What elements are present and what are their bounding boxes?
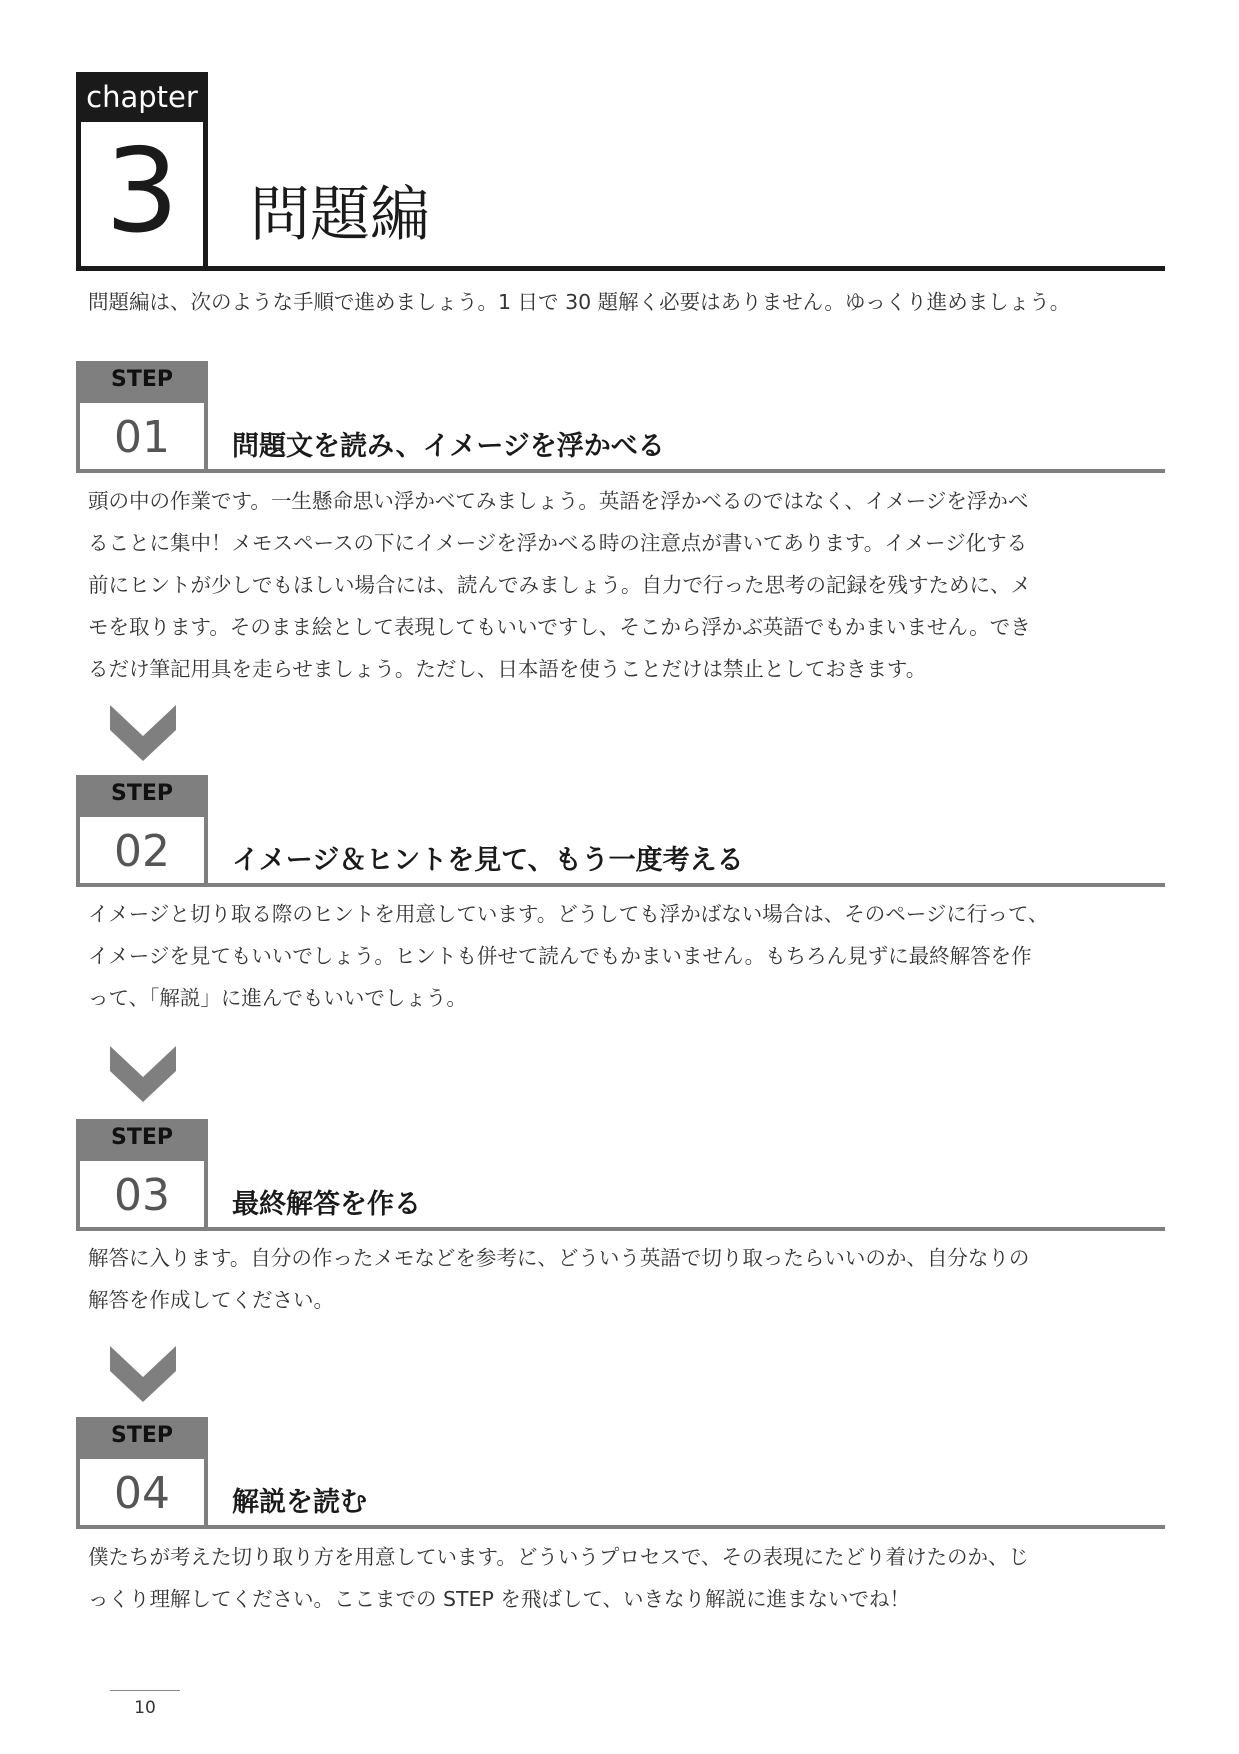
chevron-down-icon bbox=[110, 1346, 176, 1402]
step-01-header bbox=[76, 361, 1165, 473]
step-number-box bbox=[76, 399, 208, 473]
step-divider bbox=[76, 469, 1165, 473]
step-title: 解説を読む bbox=[232, 1487, 367, 1518]
body-line: ることに集中！メモスペースの下にイメージを浮かべる時の注意点が書いてあります。イメージ化する bbox=[88, 531, 1028, 555]
step-03-header bbox=[76, 1119, 1165, 1231]
step-02-header bbox=[76, 775, 1165, 887]
step-divider bbox=[76, 1227, 1165, 1231]
body-line: イメージと切り取る際のヒントを用意しています。どうしても浮かばない場合は、そのページに行って、 bbox=[88, 902, 1049, 926]
body-line: 解答を作成してください。 bbox=[88, 1288, 334, 1312]
body-line: イメージを見てもいいでしょう。ヒントも併せて読んでもかまいません。もちろん見ずに最終解答を作 bbox=[88, 944, 1032, 968]
step-title: 最終解答を作る bbox=[232, 1189, 421, 1220]
chapter-label: chapter bbox=[76, 72, 208, 122]
step-number: 04 bbox=[114, 1468, 170, 1519]
chapter-number-box bbox=[76, 122, 208, 269]
body-line: 僕たちが考えた切り取り方を用意しています。どういうプロセスで、その表現にたどり着けたのか、じ bbox=[88, 1545, 1029, 1569]
step-04-body bbox=[88, 1536, 1178, 1620]
step-divider bbox=[76, 883, 1165, 887]
step-number-box bbox=[76, 1455, 208, 1529]
chevron-down-icon bbox=[110, 705, 176, 761]
step-number: 02 bbox=[114, 826, 170, 877]
body-line: って、「解説」に進んでもいいでしょう。 bbox=[88, 986, 467, 1010]
chapter-title: 問題編 bbox=[250, 180, 430, 250]
step-title: 問題文を読み、イメージを浮かべる bbox=[232, 431, 665, 462]
body-line: るだけ筆記用具を走らせましょう。ただし、日本語を使うことだけは禁止としておきます。 bbox=[88, 657, 927, 681]
body-line: モを取ります。そのまま絵として表現してもいいですし、そこから浮かぶ英語でもかまいません。でき bbox=[88, 615, 1031, 639]
step-tag: STEP bbox=[76, 1119, 208, 1157]
body-line: 解答に入ります。自分の作ったメモなどを参考に、どういう英語で切り取ったらいいのか、自分なりの bbox=[88, 1246, 1030, 1270]
intro-text: 問題編は、次のような手順で進めましょう。1 日で 30 題解く必要はありません。ゆっくり進めましょう。 bbox=[88, 290, 1071, 314]
step-number: 03 bbox=[114, 1170, 170, 1221]
step-number: 01 bbox=[114, 412, 170, 463]
body-line: 前にヒントが少しでもほしい場合には、読んでみましょう。自力で行った思考の記録を残すために、メ bbox=[88, 573, 1031, 597]
chapter-number: 3 bbox=[105, 124, 179, 259]
footer-divider bbox=[110, 1690, 180, 1691]
step-tag: STEP bbox=[76, 775, 208, 813]
step-divider bbox=[76, 1525, 1165, 1529]
step-number-box bbox=[76, 813, 208, 887]
body-line: っくり理解してください。ここまでの STEP を飛ばして、いきなり解説に進まないでね！ bbox=[88, 1587, 910, 1611]
page-number: 10 bbox=[134, 1698, 156, 1718]
chapter-badge bbox=[76, 72, 208, 269]
step-tag: STEP bbox=[76, 1417, 208, 1455]
step-04-header bbox=[76, 1417, 1165, 1529]
step-number-box bbox=[76, 1157, 208, 1231]
body-line: 頭の中の作業です。一生懸命思い浮かべてみましょう。英語を浮かべるのではなく、イメージを浮かべ bbox=[88, 489, 1029, 513]
step-02-body bbox=[88, 893, 1178, 1019]
step-03-body bbox=[88, 1237, 1178, 1321]
step-tag: STEP bbox=[76, 361, 208, 399]
step-title: イメージ＆ヒントを見て、もう一度考える bbox=[232, 845, 744, 876]
chevron-down-icon bbox=[110, 1046, 176, 1102]
chapter-divider bbox=[76, 266, 1165, 271]
step-01-body bbox=[88, 480, 1178, 690]
